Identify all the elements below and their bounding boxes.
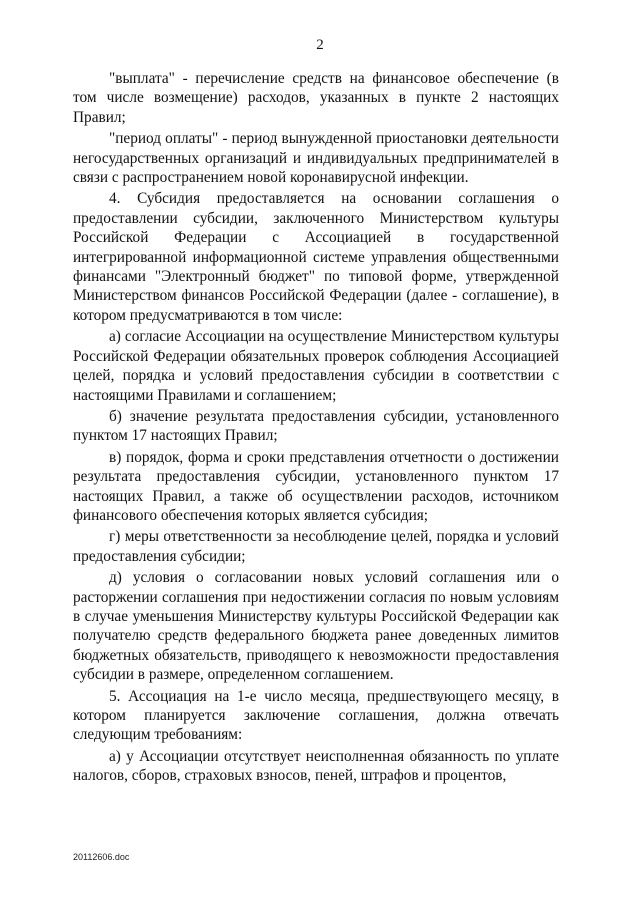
paragraph-item-4d: г) меры ответственности за несоблюдение целей, порядка и условий предоставления субсидии;	[73, 528, 559, 565]
paragraph-item-4: 4. Субсидия предоставляется на основании соглашения о предоставлении субсидии, заключенного Министерством культуры Российской Федерации с Ассоциацией в государственной интегрированной информационной системе управления общественными финансами "Электронный бюджет" по типовой форме, утвержденной Министерством финансов Российской Федерации (далее - соглашение), в котором предусматриваются в том числе:	[73, 190, 559, 324]
paragraph-item-4b: б) значение результата предоставления субсидии, установленного пунктом 17 настоящих Правил;	[73, 407, 559, 445]
paragraph-item-5: 5. Ассоциация на 1-е число месяца, предшествующего месяцу, в котором планируется заключение соглашения, должна отвечать следующим требованиям:	[73, 687, 559, 744]
paragraph-item-4e: д) условия о согласовании новых условий соглашения или о расторжении соглашения при недостижении согласия по новым условиям в случае уменьшения Министерству культуры Российской Федерации как получателю средств федерального бюджета ранее доведенных лимитов бюджетных обязательств, приводящего к невозможности предоставления субсидии в размере, определенном соглашением.	[73, 569, 559, 684]
paragraph-item-4c: в) порядок, форма и сроки представления отчетности о достижении результата предоставления субсидии, установленного пунктом 17 настоящих Правил, а также об осуществлении расходов, источником финансового обеспечения которых является субсидия;	[73, 448, 559, 524]
paragraph-item-4a: а) согласие Ассоциации на осуществление Министерством культуры Российской Федерации обязательных проверок соблюдения Ассоциацией целей, порядка и условий предоставления субсидии в соответствии с настоящими Правилами и соглашением;	[73, 328, 559, 404]
paragraph-item-5a: а) у Ассоциации отсутствует неисполненная обязанность по уплате налогов, сборов, страховых взносов, пеней, штрафов и процентов,	[73, 747, 559, 785]
file-name-footer: 20112606.doc	[73, 852, 130, 862]
paragraph-definition-payment-period: "период оплаты" - период вынужденной приостановки деятельности негосударственных организаций и индивидуальных предпринимателей в связи с распространением новой коронавирусной инфекции.	[73, 130, 559, 187]
document-body	[73, 69, 559, 786]
paragraph-definition-payment: "выплата" - перечисление средств на финансовое обеспечение (в том числе возмещение) расходов, указанных в пункте 2 настоящих Правил;	[73, 70, 559, 126]
page-number: 2	[316, 37, 324, 53]
